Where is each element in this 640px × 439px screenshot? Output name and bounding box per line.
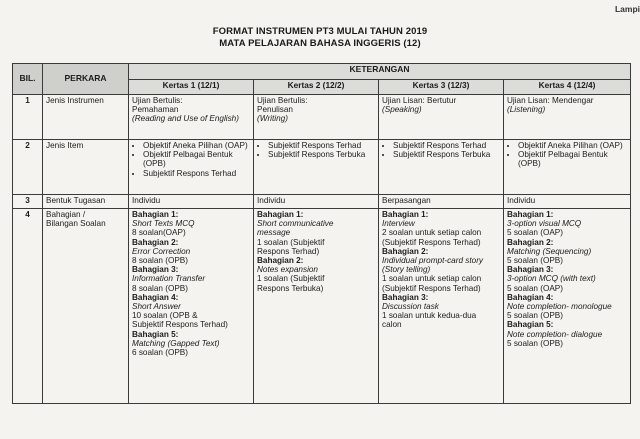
format-table — [12, 63, 631, 404]
section-task: Error Correction — [132, 246, 191, 256]
document-subtitle: MATA PELAJARAN BAHASA INGGERIS (12) — [219, 38, 421, 49]
row-perkara: Jenis Item — [43, 140, 129, 195]
section-count: 8 soalan(OAP) — [132, 228, 186, 238]
list-item: • Subjektif Respons Terhad — [143, 169, 250, 178]
section-task: Short Texts MCQ — [132, 219, 195, 229]
section-count: 8 soalan (OPB) — [132, 256, 188, 266]
section-heading: Bahagian 1: — [382, 210, 429, 219]
cell-text: (Reading and Use of English) — [132, 114, 239, 124]
section-task: Individual prompt-card story — [382, 256, 484, 266]
section-task: Note completion- monologue — [507, 302, 612, 312]
section-count: (Subjektif Respons Terhad) — [382, 237, 481, 247]
cell-text: (Listening) — [507, 105, 546, 115]
cell-kertas-2: Individu — [254, 195, 379, 209]
list-item: • Objektif Pelbagai Bentuk (OPB) — [143, 150, 250, 168]
cell-kertas-2 — [254, 95, 379, 140]
row-number: 3 — [13, 195, 43, 209]
section-task: message — [257, 228, 291, 238]
header-kertas-3: Kertas 3 (12/3) — [379, 80, 504, 95]
list-item: • Subjektif Respons Terbuka — [393, 150, 500, 159]
section-heading: Bahagian 2: — [382, 246, 429, 256]
section-heading: Bahagian 4: — [132, 292, 179, 302]
section-count: 5 soalan (OPB) — [507, 256, 563, 266]
section-count: 1 soalan (Subjektif — [257, 237, 325, 247]
header-kertas-1: Kertas 1 (12/1) — [129, 80, 254, 95]
section-heading: Bahagian 5: — [132, 329, 179, 339]
row-perkara: Jenis Instrumen — [43, 95, 129, 140]
header-kertas-4: Kertas 4 (12/4) — [504, 80, 631, 95]
row-perkara: Bentuk Tugasan — [43, 195, 129, 209]
section-task: Interview — [382, 219, 415, 229]
cell-text: Bahagian / — [46, 210, 86, 219]
header-keterangan: KETERANGAN — [129, 64, 631, 80]
row-perkara — [43, 209, 129, 404]
table-row — [13, 140, 631, 195]
cell-kertas-3 — [379, 209, 504, 404]
section-task: Note completion- dialogue — [507, 329, 603, 339]
section-count: (Subjektif Respons Terhad) — [382, 283, 481, 293]
section-heading: Bahagian 2: — [257, 256, 304, 266]
table-row — [13, 95, 631, 140]
section-count: 5 soalan (OAP) — [507, 228, 563, 238]
section-count: 1 soalan untuk setiap calon — [382, 274, 482, 284]
cell-text: Pemahaman — [132, 105, 179, 115]
section-heading: Bahagian 2: — [132, 237, 179, 247]
row-number: 1 — [13, 95, 43, 140]
row-number: 2 — [13, 140, 43, 195]
section-task: Discussion task — [382, 302, 439, 312]
section-task: Information Transfer — [132, 274, 206, 284]
section-task: Short communicative — [257, 219, 334, 229]
cell-kertas-3: Berpasangan — [379, 195, 504, 209]
section-task: 3-option MCQ (with text) — [507, 274, 596, 284]
cell-text: Ujian Bertulis: — [257, 96, 308, 105]
section-count: Subjektif Respons Terhad) — [132, 320, 228, 330]
section-count: 10 soalan (OPB & — [132, 311, 198, 321]
section-heading: Bahagian 3: — [132, 265, 179, 275]
section-count: Respons Terbuka) — [257, 283, 324, 293]
section-heading: Bahagian 1: — [132, 210, 179, 219]
bullet-list — [132, 141, 250, 178]
cell-kertas-1 — [129, 95, 254, 140]
section-count: 5 soalan (OAP) — [507, 283, 563, 293]
cell-kertas-1 — [129, 209, 254, 404]
section-heading: Bahagian 5: — [507, 320, 554, 330]
section-count: 2 soalan untuk setiap calon — [382, 228, 482, 238]
cell-kertas-1 — [129, 140, 254, 195]
list-item: • Subjektif Respons Terhad — [393, 141, 500, 150]
cell-kertas-1: Individu — [129, 195, 254, 209]
row-number: 4 — [13, 209, 43, 404]
cell-text: (Speaking) — [382, 105, 422, 115]
cell-kertas-3 — [379, 95, 504, 140]
cell-kertas-4: Individu — [504, 195, 631, 209]
list-item: • Subjektif Respons Terhad — [268, 141, 375, 150]
cell-text: Penulisan — [257, 105, 293, 115]
section-task: Matching (Gapped Text) — [132, 338, 220, 348]
list-item: • Subjektif Respons Terbuka — [268, 150, 375, 159]
section-heading: Bahagian 3: — [507, 265, 554, 275]
header-kertas-2: Kertas 2 (12/2) — [254, 80, 379, 95]
cell-text: (Writing) — [257, 114, 288, 124]
section-heading: Bahagian 3: — [382, 292, 429, 302]
bullet-list — [507, 141, 627, 169]
section-count: Respons Terhad) — [257, 246, 320, 256]
cell-kertas-3 — [379, 140, 504, 195]
section-count: 5 soalan (OPB) — [507, 311, 563, 321]
cell-kertas-4 — [504, 95, 631, 140]
cell-kertas-2 — [254, 140, 379, 195]
section-count: calon — [382, 320, 402, 330]
list-item: • Objektif Aneka Pilihan (OAP) — [518, 141, 627, 150]
section-task: Notes expansion — [257, 265, 318, 275]
list-item: • Objektif Aneka Pilihan (OAP) — [143, 141, 250, 150]
bullet-list — [382, 141, 500, 159]
section-task: 3-option visual MCQ — [507, 219, 582, 229]
header-bil: BIL. — [13, 64, 43, 95]
corner-label: Lampi — [614, 4, 640, 14]
table-row — [13, 209, 631, 404]
section-count: 1 soalan untuk kedua-dua — [382, 311, 477, 321]
cell-kertas-4 — [504, 209, 631, 404]
section-task: Short Answer — [132, 302, 181, 312]
cell-kertas-4 — [504, 140, 631, 195]
cell-kertas-2 — [254, 209, 379, 404]
cell-text: Ujian Lisan: Bertutur — [382, 96, 457, 105]
table-row — [13, 195, 631, 209]
section-task: (Story telling) — [382, 265, 431, 275]
bullet-list — [257, 141, 375, 159]
document-title: FORMAT INSTRUMEN PT3 MULAI TAHUN 2019 — [212, 26, 428, 37]
list-item: • Objektif Pelbagai Bentuk (OPB) — [518, 150, 627, 168]
header-perkara: PERKARA — [43, 64, 129, 95]
section-heading: Bahagian 1: — [257, 210, 304, 219]
section-heading: Bahagian 1: — [507, 210, 554, 219]
section-heading: Bahagian 4: — [507, 292, 554, 302]
section-task: Matching (Sequencing) — [507, 246, 592, 256]
cell-text: Ujian Lisan: Mendengar — [507, 96, 594, 105]
cell-text: Bilangan Soalan — [46, 219, 106, 229]
section-count: 6 soalan (OPB) — [132, 348, 188, 358]
cell-text: Ujian Bertulis: — [132, 96, 183, 105]
section-count: 8 soalan (OPB) — [132, 283, 188, 293]
section-count: 5 soalan (OPB) — [507, 338, 563, 348]
section-count: 1 soalan (Subjektif — [257, 274, 325, 284]
section-heading: Bahagian 2: — [507, 237, 554, 247]
